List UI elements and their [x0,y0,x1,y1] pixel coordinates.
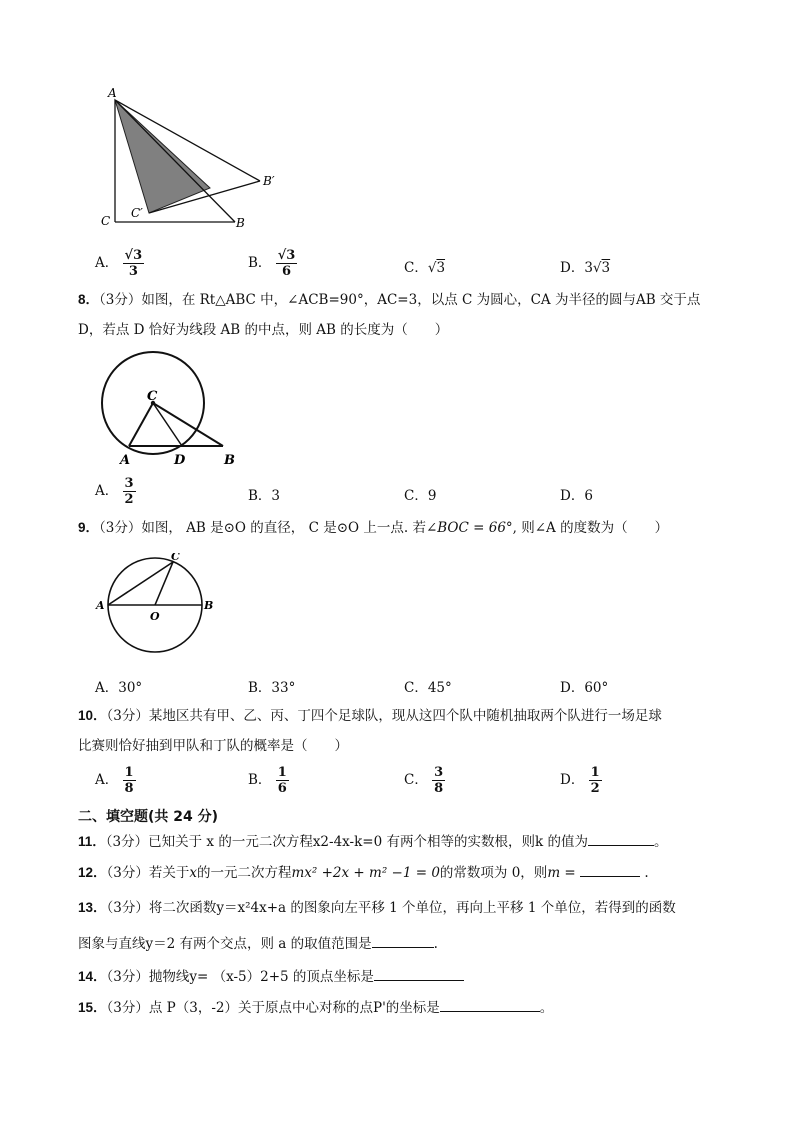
q10-stem-line1: 10．（3分）某地区共有甲、乙、丙、丁四个足球队，现从这四个队中随机抽取两个队进行一场足球 [78,708,662,724]
label-B: B [204,599,214,612]
q13-answer-blank[interactable] [372,933,434,948]
q8-option-a[interactable]: A． $\frac{3}{2}$ [95,476,134,507]
q13-stem-line2: 图象与直线y＝2 有两个交点，则 a 的取值范围是 . [78,933,438,954]
q10-option-d[interactable]: D． $\frac{1}{2}$ [560,765,600,796]
label-C: C [101,214,111,228]
q8-stem-line1: 8．（3分）如图，在 Rt△ABC 中，∠ACB=90°，AC=3，以点 C 为圆心，CA 为半径的圆与AB 交于点 [78,292,701,308]
q8-option-b[interactable]: B．3 [248,488,281,504]
q8-stem-line2: D，若点 D 恰好为线段 AB 的中点，则 AB 的长度为（ ） [78,322,449,338]
q9-option-d[interactable]: D．60° [560,680,609,696]
q8-option-c[interactable]: C．9 [404,488,437,504]
q9-option-b[interactable]: B．33° [248,680,296,696]
q14-stem: 14．（3分）抛物线y= （x-5）2+5 的顶点坐标是 [78,966,464,987]
q9-stem: 9．（3分）如图， AB 是⊙O 的直径， C 是⊙O 上一点. 若∠BOC = 66°, 则∠A 的度数为（ ） [78,520,669,536]
label-C: C [147,389,158,404]
q7-option-a[interactable]: A． $\frac{√3}{3}$ [95,248,143,279]
figure-q7-triangle [95,85,295,230]
label-C: C [171,553,180,563]
q11-answer-blank[interactable] [588,831,654,846]
label-Cp: C′ [131,206,143,220]
q10-option-c[interactable]: C． $\frac{3}{8}$ [404,765,444,796]
q10-option-a[interactable]: A． $\frac{1}{8}$ [95,765,134,796]
label-A: A [96,599,105,612]
q7-option-c[interactable]: C．√3 [404,260,446,276]
q15-stem: 15．（3分）点 P（3，-2）关于原点中心对称的点P'的坐标是 。 [78,997,553,1018]
q14-answer-blank[interactable] [374,966,464,981]
figure-q9-circle [95,553,220,658]
label-A: A [120,453,131,468]
q8-option-d[interactable]: D．6 [560,488,593,504]
label-Bp: B′ [263,174,275,188]
q10-stem-line2: 比赛则恰好抽到甲队和丁队的概率是（ ） [78,738,348,754]
q7-option-d[interactable]: D．3√3 [560,260,611,276]
q12-answer-blank[interactable] [580,862,640,877]
section-heading-fill-in: 二、填空题(共 24 分) [78,809,219,825]
label-A: A [108,86,117,100]
figure-q8-circle [95,350,245,470]
q12-stem: 12．（3分）若关于x的一元二次方程mx² +2x + m² −1 = 0的常数项为 0，则m = . [78,862,649,883]
q13-stem-line1: 13．（3分）将二次函数y＝x²4x+a 的图象向左平移 1 个单位，再向上平移 1 个单位，若得到的函数 [78,900,676,916]
label-O: O [150,610,160,623]
shaded-triangle [115,100,210,213]
q7-option-b[interactable]: B． $\frac{√3}{6}$ [248,248,296,279]
q11-stem: 11．（3分）已知关于 x 的一元二次方程x2-4x-k=0 有两个相等的实数根，则k 的值为 。 [78,831,667,852]
q15-answer-blank[interactable] [440,997,540,1012]
q10-option-b[interactable]: B． $\frac{1}{6}$ [248,765,287,796]
q9-option-a[interactable]: A．30° [95,680,143,696]
q9-option-c[interactable]: C．45° [404,680,452,696]
label-D: D [174,453,186,468]
label-B: B [224,453,235,468]
label-B: B [236,216,245,230]
